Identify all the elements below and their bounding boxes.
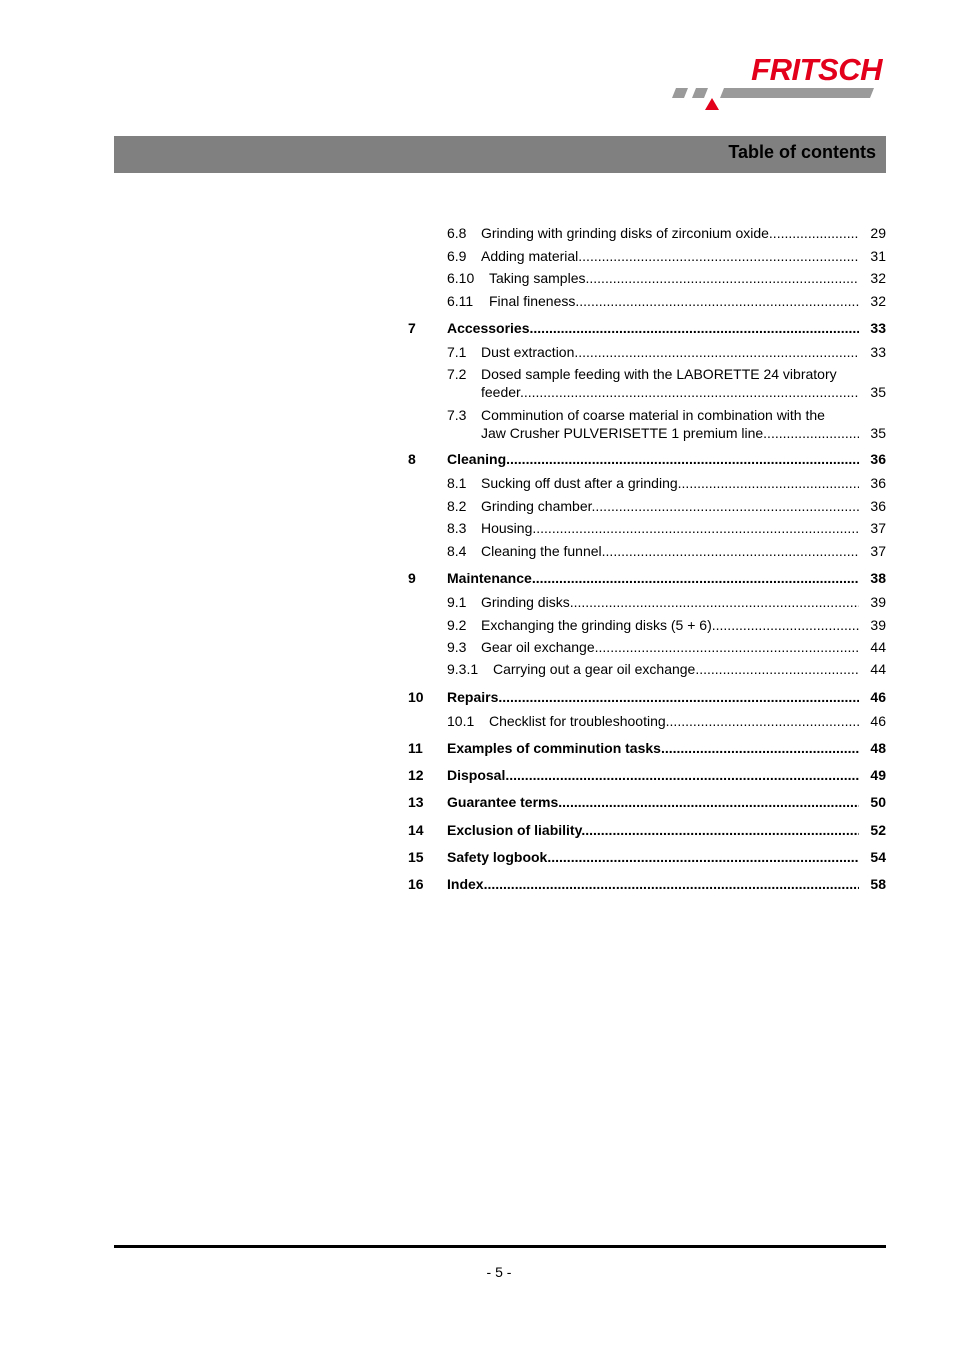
toc-entry-page: 54 [870, 849, 886, 865]
toc-entry-number: 15 [408, 849, 424, 865]
toc-entry-number: 11 [408, 740, 423, 756]
toc-entry-title: Guarantee terms ..... [447, 793, 859, 811]
toc-entry-page: 52 [870, 822, 886, 838]
toc-entry-number: 9.3.1 [447, 661, 479, 677]
toc-entry-page: 35 [870, 425, 886, 441]
toc-entry-title: Adding material ..... [481, 247, 859, 265]
toc-entry-title: Maintenance ..... [447, 569, 859, 587]
toc-entry-title: Accessories ..... [447, 319, 859, 337]
toc-entry-title: Checklist for troubleshooting ..... [489, 712, 859, 730]
toc-entry-number: 16 [408, 876, 424, 892]
toc-entry-title: Gear oil exchange ..... [481, 638, 859, 656]
toc-entry-page: 36 [870, 498, 886, 514]
toc-entry-page: 36 [870, 475, 886, 491]
toc-entry-title: Cleaning the funnel ..... [481, 542, 859, 560]
toc-entry-page: 33 [870, 320, 886, 336]
toc-entry-number: 8.4 [447, 543, 467, 559]
toc-entry-page: 37 [870, 543, 886, 559]
toc-entry-page: 50 [870, 794, 886, 810]
page-title: Table of contents [728, 142, 876, 162]
logo-stripes-icon [668, 52, 890, 110]
toc-entry-page: 32 [870, 293, 886, 309]
toc-entry-title: Index ..... [447, 875, 859, 893]
toc-entry-title: Cleaning ..... [447, 450, 859, 468]
toc-entry-number: 8 [408, 451, 416, 467]
section-header-bar [114, 136, 886, 173]
toc-entry-title: Jaw Crusher PULVERISETTE 1 premium line ..... [481, 424, 859, 442]
toc-entry-number: 12 [408, 767, 424, 783]
toc-entry-title: Dust extraction ..... [481, 343, 859, 361]
toc-entry-page: 32 [870, 270, 886, 286]
toc-entry-page: 29 [870, 225, 886, 241]
toc-entry-page: 39 [870, 594, 886, 610]
toc-entry-number: 8.2 [447, 498, 467, 514]
toc-entry-title: Grinding disks ..... [481, 593, 859, 611]
toc-entry-title: Final fineness ..... [489, 292, 859, 310]
toc-entry-title: Repairs ..... [447, 688, 859, 706]
toc-entry-title: Examples of comminution tasks ..... [447, 739, 859, 757]
toc-entry-number: 7.1 [447, 344, 467, 360]
toc-entry-title: feeder ..... [481, 383, 859, 401]
toc-entry-page: 44 [870, 661, 886, 677]
toc-entry-number: 6.9 [447, 248, 467, 264]
toc-entry-title: Exchanging the grinding disks (5 + 6) ..... [481, 616, 859, 634]
toc-entry-page: 46 [870, 689, 886, 705]
toc-entry-page: 58 [870, 876, 886, 892]
toc-entry-number: 10.1 [447, 713, 475, 729]
toc-entry-title: Sucking off dust after a grinding ..... [481, 474, 859, 492]
logo-wordmark: FRITSCH [751, 52, 882, 87]
toc-entry-number: 10 [408, 689, 424, 705]
toc-entry-title: Carrying out a gear oil exchange ..... [493, 660, 859, 678]
toc-entry-number: 7 [408, 320, 416, 336]
toc-entry-number: 6.10 [447, 270, 475, 286]
toc-entry-number: 9 [408, 570, 416, 586]
toc-entry-title-line: Dosed sample feeding with the LABORETTE 24 vibratory [481, 366, 837, 382]
toc-entry-title: Disposal ..... [447, 766, 859, 784]
toc-entry-number: 6.11 [447, 293, 474, 309]
toc-entry-page: 39 [870, 617, 886, 633]
footer-divider [114, 1245, 886, 1248]
toc-entry-title: Exclusion of liability ..... [447, 821, 859, 839]
toc-entry-title: Grinding with grinding disks of zirconium oxide ..... [481, 224, 859, 242]
toc-entry-title: Taking samples ..... [489, 269, 859, 287]
toc-entry-number: 8.3 [447, 520, 467, 536]
toc-entry-number: 9.1 [447, 594, 467, 610]
toc-entry-page: 49 [870, 767, 886, 783]
toc-entry-number: 7.3 [447, 407, 467, 423]
page-number: - 5 - [486, 1264, 512, 1280]
toc-entry-page: 33 [870, 344, 886, 360]
toc-entry-title-line: Comminution of coarse material in combination with the [481, 407, 825, 423]
toc-entry-number: 8.1 [447, 475, 467, 491]
toc-entry-page: 38 [870, 570, 886, 586]
toc-entry-page: 48 [870, 740, 886, 756]
toc-entry-page: 31 [870, 248, 886, 264]
toc-entry-title: Grinding chamber ..... [481, 497, 859, 515]
toc-entry-page: 46 [870, 713, 886, 729]
toc-entry-number: 9.3 [447, 639, 467, 655]
toc-entry-number: 13 [408, 794, 424, 810]
toc-entry-number: 6.8 [447, 225, 467, 241]
toc-entry-title: Safety logbook ..... [447, 848, 859, 866]
fritsch-logo [668, 52, 890, 110]
toc-entry-page: 37 [870, 520, 886, 536]
toc-entry-number: 14 [408, 822, 424, 838]
toc-entry-number: 9.2 [447, 617, 467, 633]
toc-entry-title: Housing ..... [481, 519, 859, 537]
toc-entry-page: 44 [870, 639, 886, 655]
toc-entry-page: 36 [870, 451, 886, 467]
toc-entry-number: 7.2 [447, 366, 467, 382]
toc-entry-page: 35 [870, 384, 886, 400]
